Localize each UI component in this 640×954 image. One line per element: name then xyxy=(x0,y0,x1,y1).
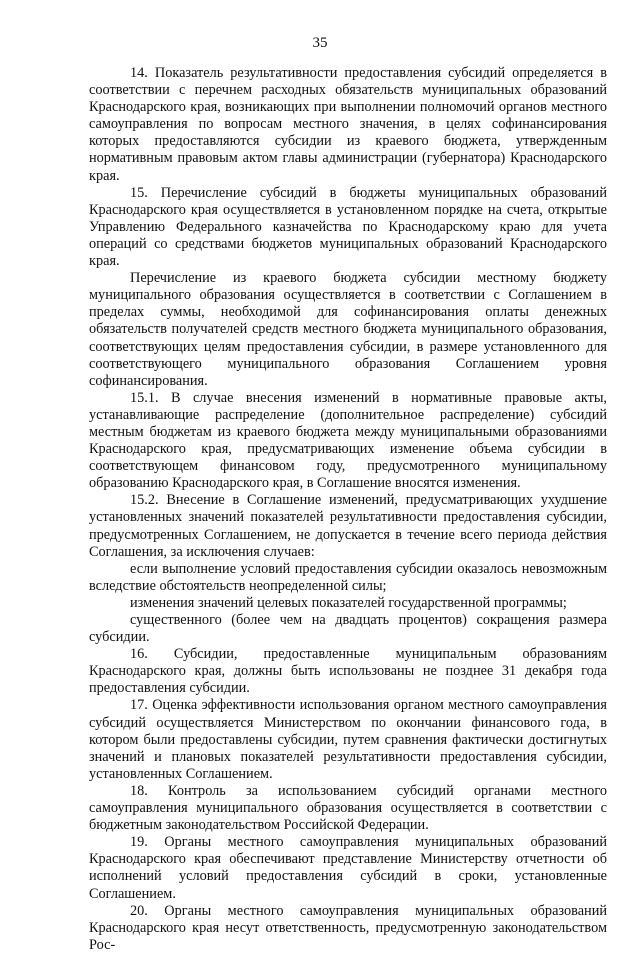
page-number: 35 xyxy=(312,35,328,51)
paragraph-15: 15. Перечисление субсидий в бюджеты муниципальных образований Краснодарского края осуществляется в установленном порядке на счета, открытые Управлению Федерального казначейства по Краснодарскому краю для учета операций со средствами бюджетов муниципальных образований Краснодарского края. xyxy=(89,184,607,270)
paragraph-19: 19. Органы местного самоуправления муниципальных образований Краснодарского края обеспечивают представление Министерству отчетности об исполнений условий предоставления субсидий в сроки, установленные Соглашением. xyxy=(89,834,607,902)
paragraph-14: 14. Показатель результативности предоставления субсидий определяется в соответствии с перечнем расходных обязательств муниципальных образований Краснодарского края, возникающих при выполнении полномочий органов местного самоуправления по вопросам местного значения, в целях софинансирования которых предоставляются субсидии из краевого бюджета, утвержденным нормативным правовым актом главы администрации (губернатора) Краснодарского края. xyxy=(89,65,607,184)
paragraph-15-1: 15.1. В случае внесения изменений в нормативные правовые акты, устанавливающие распределение (дополнительное распределение) субсидий местным бюджетам из краевого бюджета между муниципальными образованиями Краснодарского края, предусматривающих изменение объема субсидии в соответствующем финансовом году, предусмотренного муниципальному образованию Краснодарского края, в Соглашение вносятся изменения. xyxy=(89,389,607,492)
paragraph-20: 20. Органы местного самоуправления муниципальных образований Краснодарского края несут ответственность, предусмотренную законодательством Рос- xyxy=(89,902,607,953)
paragraph-18: 18. Контроль за использованием субсидий органами местного самоуправления муниципального образования осуществляется в соответствии с бюджетным законодательством Российской Федерации. xyxy=(89,782,607,834)
document-body xyxy=(89,65,607,954)
paragraph-16: 16. Субсидии, предоставленные муниципальным образованиям Краснодарского края, должны быть использованы не позднее 31 декабря года предоставления субсидии. xyxy=(89,646,607,697)
paragraph-15-transfer: Перечисление из краевого бюджета субсидии местному бюджету муниципального образования осуществляется в соответствии с Соглашением в пределах суммы, необходимой для софинансирования оплаты денежных обязательств получателей средств местного бюджета муниципального образования, соответствующих целям предоставления субсидии, в размере установленного для соответствующего муниципального образования Соглашением уровня софинансирования. xyxy=(89,270,607,389)
paragraph-17: 17. Оценка эффективности использования органом местного самоуправления субсидий осуществляется Министерством по окончании финансового года, в котором были предоставлены субсидии, путем сравнения фактически достигнутых значений и плановых показателей результативности предоставления субсидии, установленных Соглашением. xyxy=(89,697,607,782)
exception-force-majeure: если выполнение условий предоставления субсидии оказалось невозможным вследствие обстоятельств неопределенной силы; xyxy=(89,560,607,594)
paragraph-15-2: 15.2. Внесение в Соглашение изменений, предусматривающих ухудшение установленных значений показателей результативности предоставления субсидии, предусмотренных Соглашением, не допускается в течение всего периода действия Соглашения, за исключения случаев: xyxy=(89,492,607,560)
exception-subsidy-reduction: существенного (более чем на двадцать процентов) сокращения размера субсидии. xyxy=(89,612,607,646)
exception-target-indicators: изменения значений целевых показателей государственной программы; xyxy=(130,594,567,611)
